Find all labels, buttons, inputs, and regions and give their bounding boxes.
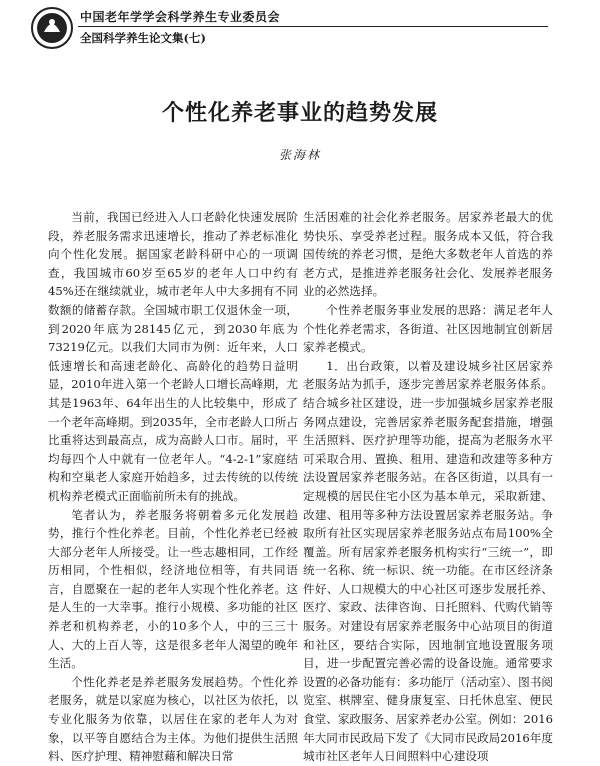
header-series: 全国科学养生论文集(七) [80, 31, 206, 45]
article-author: 张海林 [278, 148, 321, 162]
paragraph: 当前，我国已经进入人口老龄化快速发展阶段，养老服务需求迅速增长，推动了养老标准化向个性化发展。据国家老龄科研中心的一项调查，我国城市60岁至65岁的老年人口中约有45%还在继续就业，城市老年人中大多拥有不同数额的储蓄存款。全国城市职工仅退休金一项，到2020年底为28145亿元，到2030年底为73219亿元。以我们大同市为例：近年来，人口低速增长和高速老龄化、高龄化的趋势日益明显，2010年进入第一个老龄人口增长高峰期，尤其是1963年、64年出生的人比较集中，形成了一个老年高峰期。到2035年，全市老龄人口所占比重将达到最高点，成为高龄人口市。届时，平均每四个人中就有一位老年人。“4-2-1”家庭结构和空巢老人家庭开始趋多，过去传统的以传统机构养老模式正面临前所未有的挑战。 [48, 210, 298, 503]
right-column [303, 208, 553, 766]
paragraph: 个性养老服务事业发展的思路：满足老年人个性化养老需求，各街道、社区因地制宜创新居家养老模式。 [303, 302, 553, 355]
paragraph: 个性化养老是养老服务发展趋势。个性化养老服务，就是以家庭为核心，以社区为依托，以专业化服务为依靠，以居住在家的老年人为对象，以平等自愿结合为主体。为他们提供生活照料、医疗护理、精神慰藉和解决日常 [48, 674, 298, 764]
paragraph: 笔者认为，养老服务将朝着多元化发展趋势，推行个性化养老。目前，个性化养老已经被大部分老年人所接受。让一些志趣相同，工作经历相同，个性相似，经济地位相等，有共同语言，自愿聚在一起的老年人实现个性化养老。这是人生的一大幸事。推行小规模、多功能的社区养老和机构养老，小的10多个人，中的三三十人、大的上百人等，这是很多老年人渴望的晚年生活。 [48, 507, 298, 671]
header-divider [78, 26, 548, 27]
left-column [48, 208, 298, 766]
header-org: 中国老年学学会科学养生专业委员会 [80, 10, 281, 24]
paragraph: 1．出台政策，以着及建设城乡社区居家养老服务站为抓手，逐步完善居家养老服务体系。结合城乡社区建设，进一步加强城乡居家养老服务网点建设，完善居家养老服务配套措施，增强生活照料、医疗护理等功能，提高为老服务水平可采取合用、置换、租用、建造和改建等多种方法设置居家养老服务站。在各区街道，以具有一定规模的居民住宅小区为基本单元，采取新建、改建、租用等多种方法设置居家养老服务站。争取所有社区实现居家养老服务站点布局100%全覆盖。所有居家养老服务机构实行“三统一”，即统一名称、统一标识、统一功能。在市区经济条件好、人口规模大的中心社区可逐步发展托养、医疗、家政、法律咨询、日托照料、代购代销等服务。对建设有居家养老服务中心站项目的街道和社区，要结合实际，因地制宜地设置服务项目，进一步配置完善必需的设备设施。通常要求设置的必备功能有：多功能厅（活动室）、图书阅览室、棋牌室、健身康复室、日托休息室、便民食堂、家政服务、居家养老办公室。例如：2016年大同市民政局下发了《大同市民政局2016年度城市社区老年人日间照料中心建设项 [303, 358, 553, 764]
society-logo [30, 6, 74, 50]
paragraph: 生活困难的社会化养老服务。居家养老最大的优势快乐、享受养老过程。服务成本又低，符合我国传统的养老习惯，是绝大多数老年人首选的养老方式，是推进养老服务社会化、发展养老服务业的必然选择。 [303, 210, 553, 299]
article-title: 个性化养老事业的趋势发展 [161, 100, 438, 126]
